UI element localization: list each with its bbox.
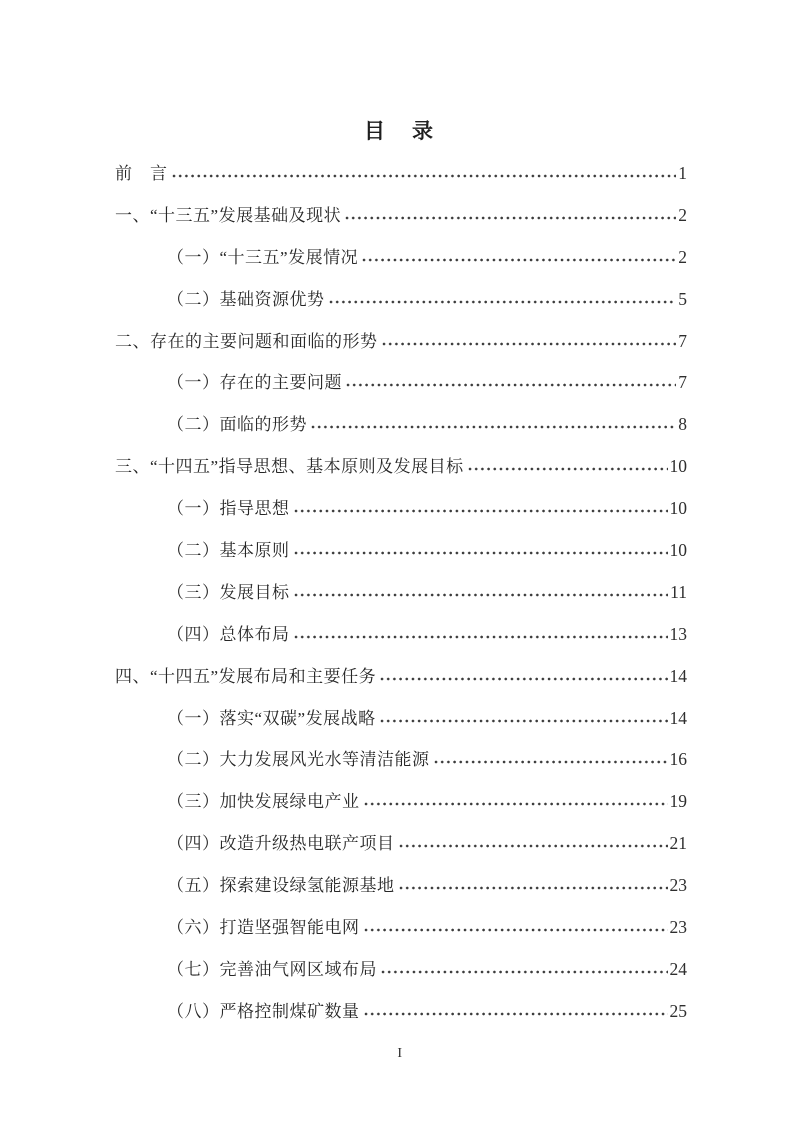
toc-entry-label: （二）面临的形势 xyxy=(167,415,307,435)
toc-entry-label: 一、“十三五”发展基础及现状 xyxy=(115,205,342,225)
toc-title: 目 录 xyxy=(364,119,436,143)
dot-leader xyxy=(346,383,676,387)
toc-entry-page: 25 xyxy=(669,1000,687,1021)
toc-entry-page: 2 xyxy=(678,246,687,267)
dot-leader xyxy=(434,760,668,764)
dot-leader xyxy=(172,174,677,178)
dot-leader xyxy=(364,928,668,932)
toc-entry-page: 23 xyxy=(669,917,687,938)
dot-leader xyxy=(380,719,668,723)
toc-entry-label: （一）指导思想 xyxy=(167,499,290,519)
toc-entry[interactable] xyxy=(115,195,687,237)
dot-leader xyxy=(329,300,677,304)
dot-leader xyxy=(294,551,668,555)
toc-entry-label: （八）严格控制煤矿数量 xyxy=(167,1001,360,1021)
toc-entry[interactable] xyxy=(115,781,687,823)
toc-entry-label: 前 言 xyxy=(115,164,168,183)
toc-entry-page: 11 xyxy=(670,581,687,602)
toc-entry[interactable] xyxy=(115,614,687,656)
dot-leader xyxy=(294,635,668,639)
dot-leader xyxy=(399,886,668,890)
toc-entry[interactable] xyxy=(115,237,687,279)
toc-entry-label: 四、“十四五”发展布局和主要任务 xyxy=(115,666,377,686)
toc-entry-page: 13 xyxy=(669,623,687,644)
dot-leader xyxy=(364,1012,668,1016)
toc-entry-label: （四）改造升级热电联产项目 xyxy=(167,834,395,854)
toc-entry-page: 23 xyxy=(669,875,687,896)
toc-entry[interactable] xyxy=(115,656,687,698)
toc-entry[interactable] xyxy=(115,739,687,781)
toc-entry-page: 14 xyxy=(669,707,687,728)
toc-entry-page: 10 xyxy=(669,456,687,477)
toc-entry-label: （一）存在的主要问题 xyxy=(167,373,342,393)
toc-entry[interactable] xyxy=(115,949,687,991)
toc-entry-label: （四）总体布局 xyxy=(167,624,290,644)
toc-entry-page: 14 xyxy=(669,665,687,686)
toc-entry[interactable] xyxy=(115,321,687,363)
dot-leader xyxy=(382,342,677,346)
toc-entry[interactable] xyxy=(115,698,687,740)
dot-leader xyxy=(294,593,669,597)
toc-entry-label: （二）基础资源优势 xyxy=(167,289,325,309)
toc-entry-label: （二）大力发展风光水等清洁能源 xyxy=(167,750,430,770)
toc-entry-label: （三）发展目标 xyxy=(167,582,290,602)
toc-entry-page: 8 xyxy=(678,414,687,435)
toc-entry-page: 1 xyxy=(678,163,687,183)
toc-entry-page: 24 xyxy=(669,958,687,979)
toc-entry-label: （三）加快发展绿电产业 xyxy=(167,792,360,812)
toc-entry-page: 10 xyxy=(669,540,687,561)
toc-entry-label: （一）落实“双碳”发展战略 xyxy=(167,708,376,728)
toc-entry[interactable] xyxy=(115,865,687,907)
toc-entry-label: （一）“十三五”发展情况 xyxy=(167,247,359,267)
toc-entry-page: 7 xyxy=(678,330,687,351)
toc-entry-page: 7 xyxy=(678,372,687,393)
dot-leader xyxy=(381,970,668,974)
toc-entry[interactable] xyxy=(115,488,687,530)
toc-entry[interactable] xyxy=(115,572,687,614)
dot-leader xyxy=(380,677,667,681)
toc-entry-label: 二、存在的主要问题和面临的形势 xyxy=(115,331,378,351)
toc-entry-page: 2 xyxy=(678,204,687,225)
toc-entry[interactable] xyxy=(115,530,687,572)
toc-entry[interactable] xyxy=(115,823,687,865)
toc-entry-page: 19 xyxy=(669,791,687,812)
toc-list xyxy=(115,153,687,1033)
toc-entry[interactable] xyxy=(115,991,687,1033)
dot-leader xyxy=(364,802,668,806)
dot-leader xyxy=(294,509,668,513)
toc-entry-label: （二）基本原则 xyxy=(167,541,290,561)
dot-leader xyxy=(468,467,668,471)
toc-entry[interactable] xyxy=(115,446,687,488)
dot-leader xyxy=(399,844,668,848)
dot-leader xyxy=(311,425,676,429)
toc-entry-page: 16 xyxy=(669,749,687,770)
toc-entry[interactable] xyxy=(115,362,687,404)
toc-entry-page: 5 xyxy=(678,288,687,309)
toc-entry-label: （七）完善油气网区域布局 xyxy=(167,959,377,979)
toc-entry-page: 21 xyxy=(669,833,687,854)
toc-entry[interactable] xyxy=(115,404,687,446)
toc-entry-label: 三、“十四五”指导思想、基本原则及发展目标 xyxy=(115,457,464,477)
toc-entry[interactable] xyxy=(115,153,687,195)
toc-entry[interactable] xyxy=(115,907,687,949)
dot-leader xyxy=(362,258,676,262)
page-number-footer: I xyxy=(397,1046,403,1061)
dot-leader xyxy=(345,216,676,220)
toc-entry-label: （五）探索建设绿氢能源基地 xyxy=(167,876,395,896)
toc-entry-page: 10 xyxy=(669,498,687,519)
toc-entry-label: （六）打造坚强智能电网 xyxy=(167,918,360,938)
toc-entry[interactable] xyxy=(115,279,687,321)
